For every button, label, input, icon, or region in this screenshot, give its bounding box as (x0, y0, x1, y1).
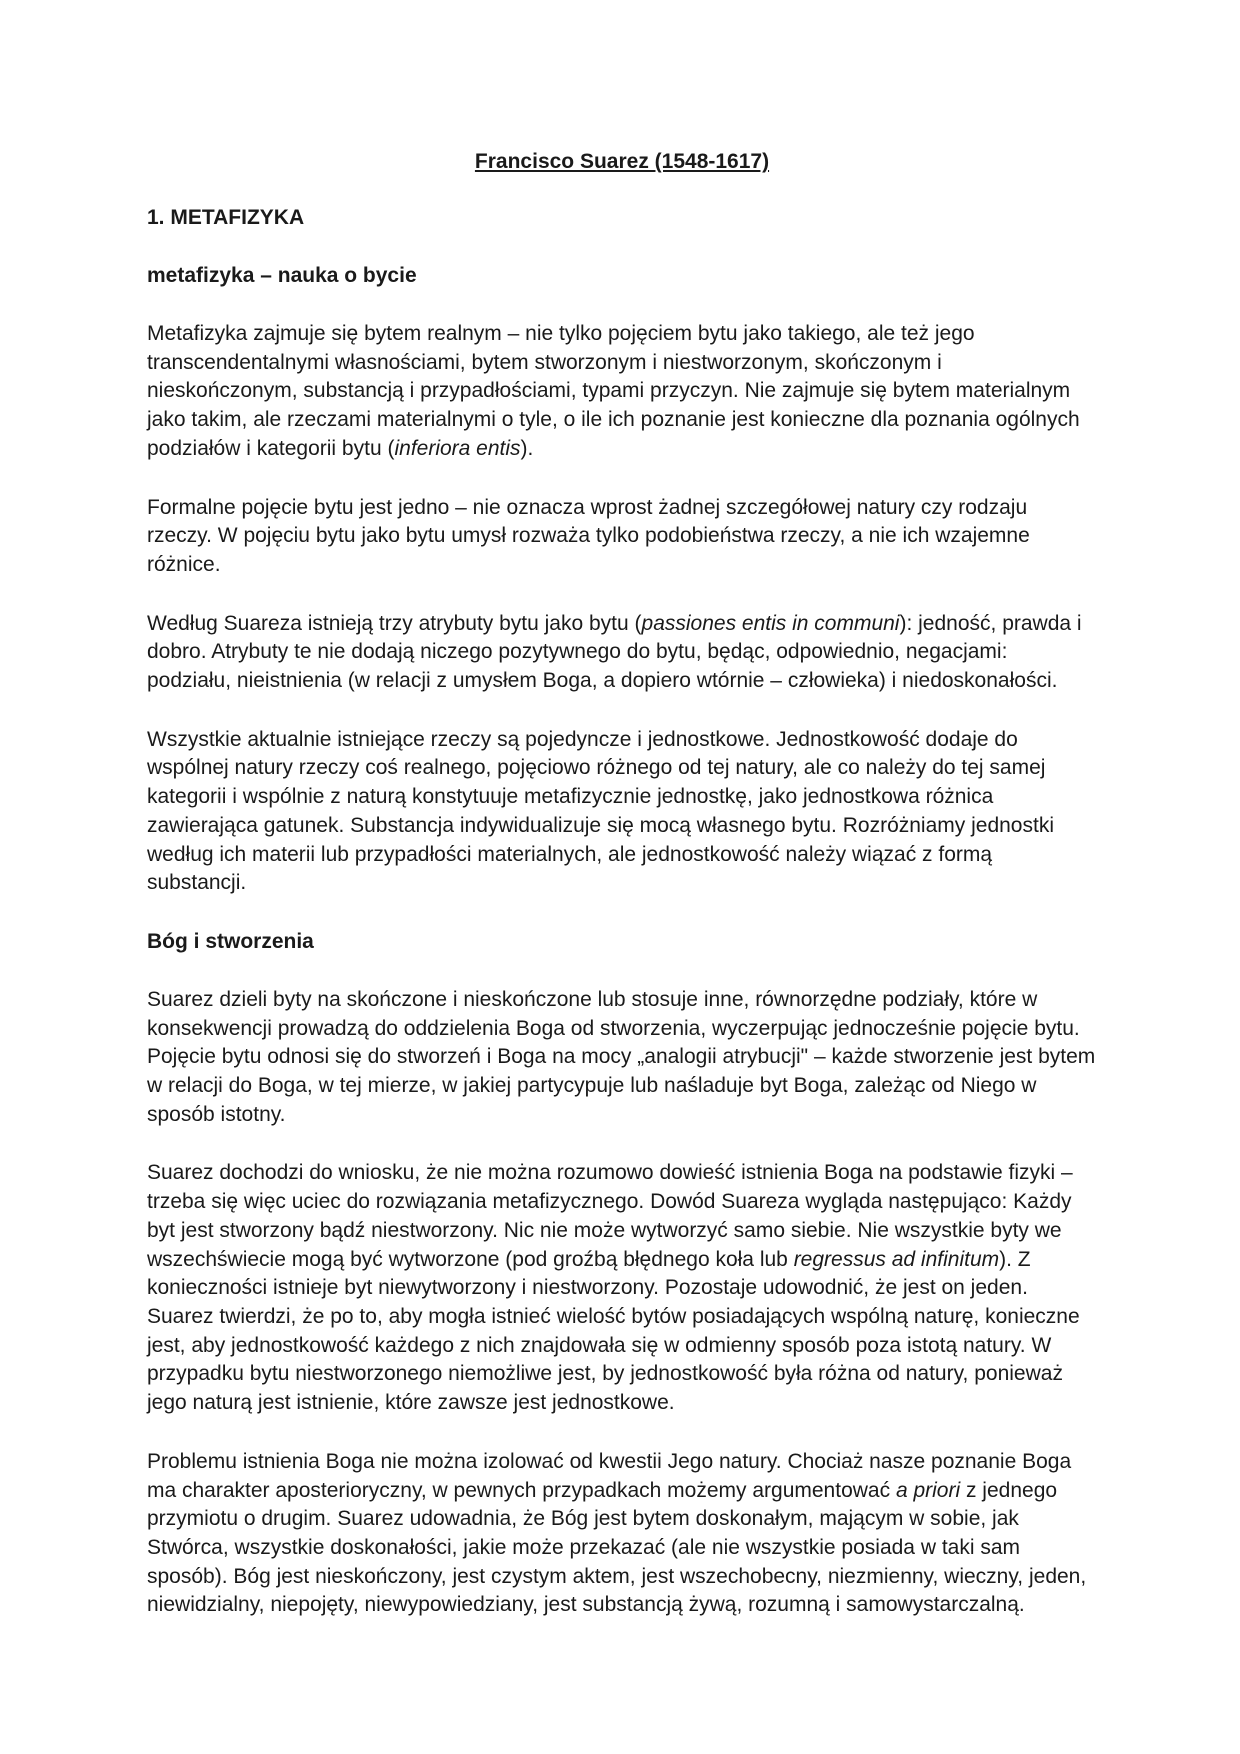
paragraph-1-italic: inferiora entis (394, 436, 521, 460)
paragraph-1-text: Metafizyka zajmuje się bytem realnym – nie tylko pojęciem bytu jako takiego, ale też jego transcendentalnymi własnościami, bytem stworzonym i niestworzonym, skończonym i nieskończonym, substancją i przypadłościami, typami przyczyn. Nie zajmuje się bytem materialnym jako takim, ale rzeczami materialnymi o tyle, o ile ich poznanie jest konieczne dla poznania ogólnych podziałów i kategorii bytu ( (147, 322, 1080, 460)
paragraph-4: Wszystkie aktualnie istniejące rzeczy są pojedyncze i jednostkowe. Jednostkowość dodaje do wspólnej natury rzeczy coś realnego, pojęciowo różnego od tej natury, ale co należy do tej samej kategorii i wspólnie z naturą konstytuuje metafizycznie jednostkę, jako jednostkowa różnica zawierająca gatunek. Substancja indywidualizuje się mocą własnego bytu. Rozróżniamy jednostki według ich materii lub przypadłości materialnych, ale jednostkowość należy wiązać z formą substancji. (147, 727, 1054, 895)
paragraph-7 (147, 1448, 1097, 1620)
paragraph-6-italic: regressus ad infinitum (793, 1247, 1000, 1271)
paragraph-7-text: Problemu istnienia Boga nie można izolować od kwestii Jego natury. Chociaż nasze poznanie Boga ma charakter aposterioryczny, w pewnych przypadkach możemy argumentować (147, 1449, 1072, 1502)
paragraph-6-text: Suarez dochodzi do wniosku, że nie można rozumowo dowieść istnienia Boga na podstawie fizyki – trzeba się więc uciec do rozwiązania metafizycznego. Dowód Suareza wygląda następująco: Każdy byt jest stworzony bądź niestworzony. Nic nie może wytworzyć samo siebie. Nie wszystkie byty we wszechświecie mogą być wytworzone (pod groźbą błędnego koła lub (147, 1161, 1073, 1271)
paragraph-2: Formalne pojęcie bytu jest jedno – nie oznacza wprost żadnej szczegółowej natury czy rodzaju rzeczy. W pojęciu bytu jako bytu umysł rozważa tylko podobieństwa rzeczy, a nie ich wzajemne różnice. (147, 495, 1030, 576)
paragraph-1-tail: ). (520, 436, 534, 460)
paragraph-7-italic: a priori (895, 1478, 961, 1502)
subheading-bog-i-stworzenia: Bóg i stworzenia (147, 929, 314, 953)
paragraph-1 (147, 320, 1097, 464)
paragraph-5: Suarez dzieli byty na skończone i nieskończone lub stosuje inne, równorzędne podziały, które w konsekwencji prowadzą do oddzielenia Boga od stworzenia, wyczerpując jednocześnie pojęcie bytu. Pojęcie bytu odnosi się do stworzeń i Boga na mocy „analogii atrybucji" – każde stworzenie jest bytem w relacji do Boga, w tej mierze, w jakiej partycypuje lub naśladuje byt Boga, zależąc od Niego w sposób istotny. (147, 987, 1096, 1126)
paragraph-6 (147, 1159, 1097, 1417)
paragraph-3-text: Według Suareza istnieją trzy atrybuty bytu jako bytu ( (147, 611, 642, 635)
paragraph-7-tail: z jednego przymiotu o drugim. Suarez udowadnia, że Bóg jest bytem doskonałym, mającym w sobie, jak Stwórca, wszystkie doskonałości, jakie może przekazać (ale nie wszystkie posiada w taki sam sposób). Bóg jest nieskończony, jest czystym aktem, jest wszechobecny, niezmienny, wieczny, jeden, niewidzialny, niepojęty, niewypowiedziany, jest substancją żywą, rozumną i samowystarczalną. (147, 1478, 1087, 1617)
paragraph-3 (147, 610, 1097, 696)
paragraph-3-tail: ): jedność, prawda i dobro. Atrybuty te nie dodają niczego pozytywnego do bytu, będąc, odpowiednio, negacjami: podziału, nieistnienia (w relacji z umysłem Boga, a dopiero wtórnie – człowieka) i niedoskonałości. (147, 611, 1082, 693)
subheading-metafizyka: metafizyka – nauka o bycie (147, 264, 417, 287)
section-heading: 1. METAFIZYKA (147, 206, 305, 229)
document-page (147, 148, 1097, 1650)
paragraph-3-italic: passiones entis in communi (641, 611, 900, 635)
document-title: Francisco Suarez (1548-1617) (474, 150, 770, 173)
paragraph-6-tail: ). Z konieczności istnieje byt niewytworzony i niestworzony. Pozostaje udowodnić, że jest on jeden. Suarez twierdzi, że po to, aby mogła istnieć wielość bytów posiadających wspólną naturę, konieczne jest, aby jednostkowość każdego z nich znajdowała się w odmienny sposób poza istotą natury. W przypadku bytu niestworzonego niemożliwe jest, by jednostkowość była różna od natury, ponieważ jego naturą jest istnienie, które zawsze jest jednostkowe. (147, 1247, 1080, 1415)
